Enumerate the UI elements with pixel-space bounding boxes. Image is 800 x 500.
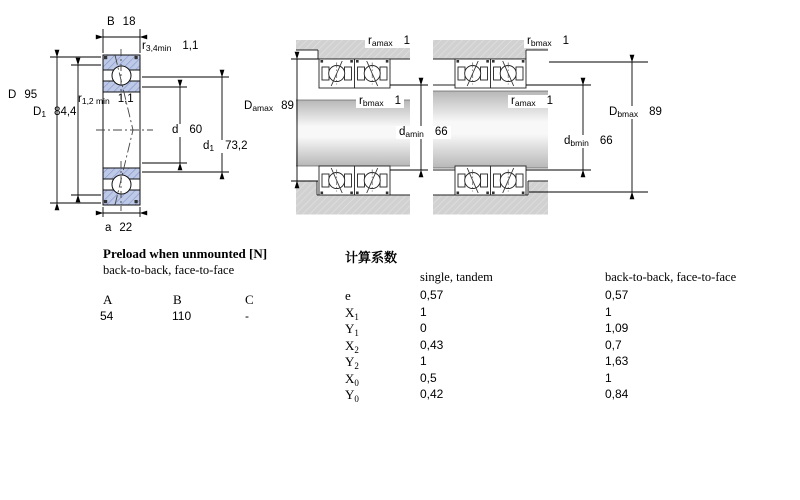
dim-label-r-amax-top: $r_{amax}$ 1 xyxy=(365,35,413,48)
factor-row-X0: $X_0$ 0,5 1 xyxy=(345,370,612,388)
preload-value-C: - xyxy=(245,309,249,323)
preload-title: Preload when unmounted [N] xyxy=(103,246,268,261)
dim-label-D-amax: $D_{amax}$ 89 xyxy=(244,100,294,113)
factor-row-e: e 0,57 0,57 xyxy=(345,288,629,303)
factors-col1-header: single, tandem xyxy=(420,270,493,284)
factors-title: 计算系数 xyxy=(345,250,398,265)
dim-label-D-bmax: $D_{bmax}$ 89 xyxy=(606,106,665,119)
dim-label-r-amax-mid: $r_{amax}$ 1 xyxy=(508,95,556,108)
preload-col-A: A xyxy=(103,292,113,307)
factor-row-X1: $X_1$ 1 1 xyxy=(345,304,612,322)
preload-value-A: 54 xyxy=(100,309,114,323)
dim-label-r-bmax-top: $r_{bmax}$ 1 xyxy=(524,35,572,48)
factor-row-Y2: $Y_2$ 1 1,63 xyxy=(345,354,629,371)
factor-row-X2: $X_2$ 0,43 0,7 xyxy=(345,337,622,355)
dim-label-d1: $d_1$ 73,2 xyxy=(200,140,251,153)
factor-row-Y0: $Y_0$ 0,42 0,84 xyxy=(345,387,629,404)
preload-col-B: B xyxy=(173,292,182,307)
dim-label-B: B 18 xyxy=(107,16,136,28)
preload-value-B: 110 xyxy=(172,309,192,323)
factors-col2-header: back-to-back, face-to-face xyxy=(605,270,737,284)
dim-label-r12min: $r_{1,2 min}$ 1,1 xyxy=(78,93,134,106)
dim-label-r-bmax-mid: $r_{bmax}$ 1 xyxy=(356,95,404,108)
preload-subtitle: back-to-back, face-to-face xyxy=(103,263,235,277)
preload-col-C: C xyxy=(245,292,254,307)
dim-label-d: d 60 xyxy=(169,124,205,137)
dim-label-d-amin: $d_{amin}$ 66 xyxy=(396,126,451,139)
dim-label-r34min: $r_{3,4min}$ 1,1 xyxy=(142,40,199,53)
dim-label-D1: $D_1$ 84,4 xyxy=(33,106,77,119)
factor-row-Y1: $Y_1$ 0 1,09 xyxy=(345,321,629,338)
dim-label-D: D 95 xyxy=(8,89,38,101)
dim-label-a: a 22 xyxy=(105,222,133,234)
dim-label-d-bmin: $d_{bmin}$ 66 xyxy=(561,135,616,148)
